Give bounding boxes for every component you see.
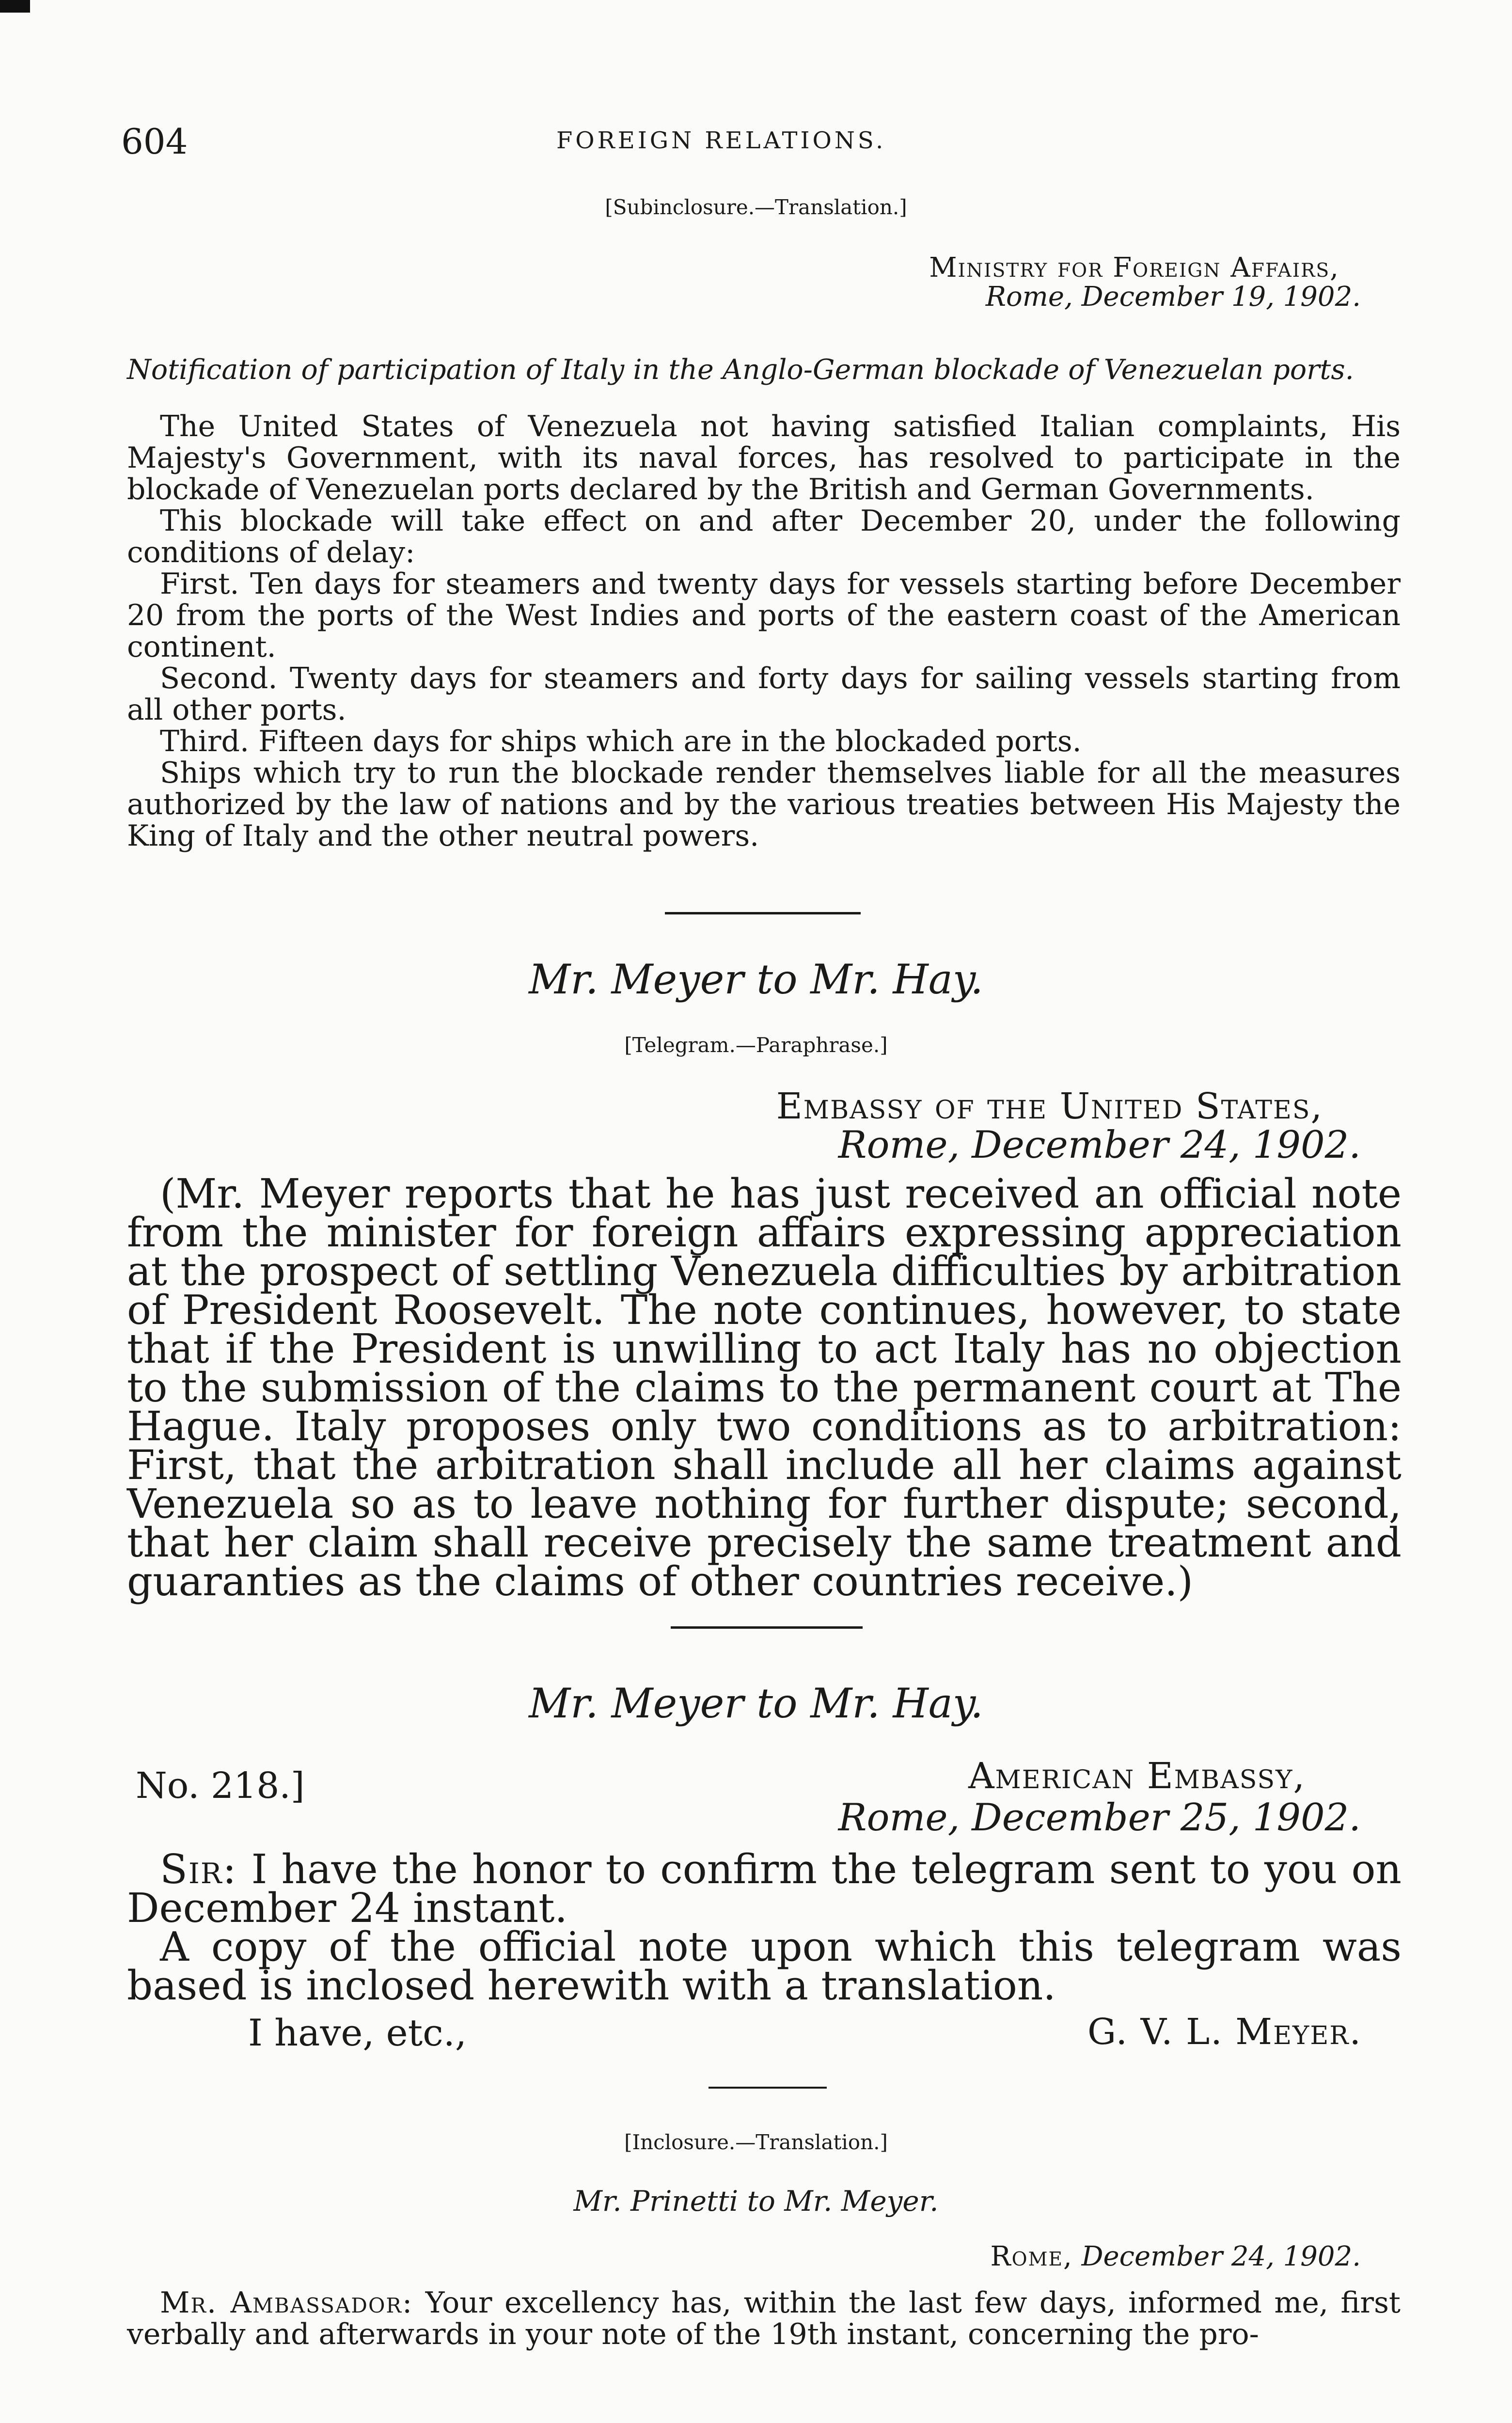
- running-title: FOREIGN RELATIONS.: [556, 127, 886, 154]
- doc2-tag: [Telegram.—Paraphrase.]: [624, 1033, 888, 1057]
- doc3-number: No. 218.]: [136, 1765, 305, 1807]
- doc3-signature: G. V. L. Meyer.: [1087, 2011, 1362, 2053]
- section-divider: [709, 2087, 827, 2089]
- page-number: 604: [121, 121, 188, 162]
- doc3-body: [127, 1846, 1402, 2009]
- doc1-place-date: Rome, December 19, 1902.: [985, 281, 1361, 313]
- doc1-sender: Ministry for Foreign Affairs,: [929, 252, 1339, 283]
- doc1-subject: Notification of participation of Italy in the Anglo-German blockade of Venezuelan ports.: [127, 354, 1354, 386]
- doc1-paragraph: The United States of Venezuela not having satisfied Italian complaints, His Majesty's Government, with its naval forces, has resolved to participate in the blockade of Venezuelan ports declared by the British and German Governments.: [127, 409, 1401, 506]
- doc3-place-date: Rome, December 25, 1902.: [838, 1796, 1361, 1840]
- subinclosure-tag: [Subinclosure.—Translation.]: [605, 195, 907, 219]
- doc2-title: Mr. Meyer to Mr. Hay.: [529, 956, 983, 1003]
- section-divider: [665, 912, 861, 914]
- doc3-sender: American Embassy,: [968, 1755, 1306, 1797]
- doc3-paragraph1: I have the honor to confirm the telegram sent to you on December 24 instant.: [127, 1846, 1402, 1932]
- doc4-date: December 24, 1902.: [1081, 2241, 1361, 2272]
- doc1-paragraph: This blockade will take effect on and after December 20, under the following conditions of delay:: [127, 504, 1401, 569]
- doc2-place-date: Rome, December 24, 1902.: [838, 1123, 1361, 1167]
- doc3-paragraph: [127, 1846, 1402, 1932]
- doc1-body: [127, 411, 1401, 852]
- doc1-paragraph: Second. Twenty days for steamers and forty days for sailing vessels starting from all other ports.: [127, 661, 1401, 727]
- doc4-title: Mr. Prinetti to Mr. Meyer.: [573, 2185, 939, 2218]
- doc4-body: [127, 2287, 1401, 2350]
- scan-corner-mark: [0, 0, 30, 13]
- section-divider: [671, 1626, 863, 1629]
- doc4-place: Rome,: [990, 2241, 1073, 2272]
- doc2-sender: Embassy of the United States,: [776, 1086, 1323, 1127]
- doc4-salutation: Mr. Ambassador:: [160, 2286, 413, 2320]
- doc4-paragraph: [127, 2287, 1401, 2350]
- doc3-salutation: Sir:: [160, 1846, 237, 1893]
- doc3-paragraph: A copy of the official note upon which this telegram was based is inclosed herewith with a translation.: [127, 1923, 1402, 2009]
- doc2-paragraph: (Mr. Meyer reports that he has just received an official note from the minister for foreign affairs expressing appreciation at the prospect of settling Venezuela difficulties by arbitration of President Roosevelt. The note continues, however, to state that if the President is unwilling to act Italy has no objection to the submission of the claims to the permanent court at The Hague. Italy proposes only two conditions as to arbitration: First, that the arbitration shall include all her claims against Venezuela so as to leave nothing for further dispute; second, that her claim shall receive precisely the same treatment and guaranties as the claims of other countries receive.): [127, 1170, 1402, 1605]
- doc1-paragraph: Third. Fifteen days for ships which are in the blockaded ports.: [160, 724, 1082, 758]
- doc4-place-date: [990, 2241, 1361, 2272]
- doc3-title: Mr. Meyer to Mr. Hay.: [529, 1680, 983, 1727]
- doc4-paragraph-text: Your excellency has, within the last few days, informed me, first verbally and afterwards in your note of the 19th instant, concerning the pro-: [127, 2286, 1401, 2351]
- doc2-body: [127, 1170, 1402, 1605]
- doc1-paragraph: First. Ten days for steamers and twenty days for vessels starting before December 20 from the ports of the West Indies and ports of the eastern coast of the American continent.: [127, 567, 1401, 664]
- doc3-closing: I have, etc.,: [248, 2011, 467, 2054]
- doc1-paragraph: Ships which try to run the blockade render themselves liable for all the measures authorized by the law of nations and by the various treaties between His Majesty the King of Italy and the other neutral powers.: [127, 756, 1401, 853]
- doc4-tag: [Inclosure.—Translation.]: [624, 2130, 888, 2154]
